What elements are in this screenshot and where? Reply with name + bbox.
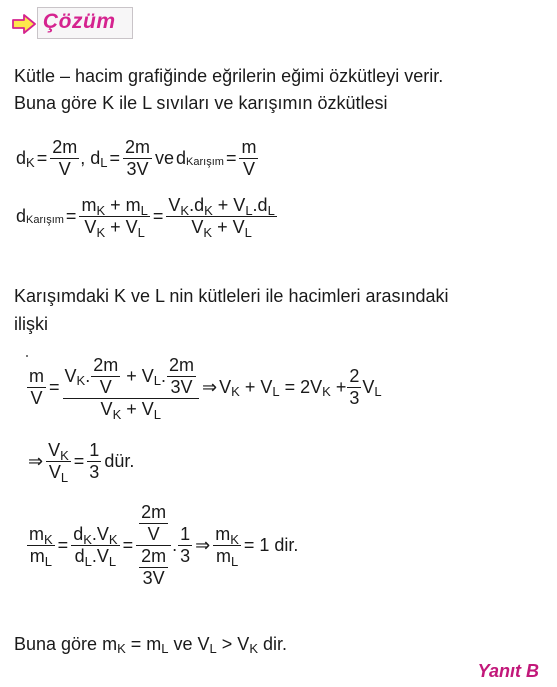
solution-title-box [37,7,133,39]
fraction: $\frac{V_K}{V_L}$ [48,440,69,485]
fraction: $\frac{2m}{V}$ [52,137,78,179]
solution-title: Çözüm [43,10,116,33]
mixture-density-equation: d Karışım = $\frac{m_K + m_L}{V_K + V_L}$ = $\frac{V_K.d_K + V_L.d_L}{V_K + V_L}$ [16,195,275,240]
fraction: $\frac{m_K}{m_L}$ [215,523,239,569]
paragraph-2-line-2: ilişki [14,314,48,334]
mass-ratio-equation: $\frac{m_K}{m_L}$ = $\frac{d_K.V_K}{d_L.V_L}$ = $\frac{\frac{2m}{V}}{\frac{2m}{3V}}$ . $\frac{1}{3}$ ⇒ $\frac{m_K}{m_L}$ = 1 dir. [29,502,299,588]
intro-line-1: Kütle – hacim grafiğinde eğrilerin eğimi özkütleyi verir. [14,66,444,86]
conclusion: Buna göre m K = m L ve V L > V K dir. [14,634,288,656]
paragraph-2-line-1: Karışımdaki K ve L nin kütleleri ile hacimleri arasındaki [14,286,449,306]
fraction: V K . $\frac{2m}{V}$ + V L . $\frac{2m}{3V}$ $V_K + V_L$ [63,356,200,419]
fraction: $\frac{m}{V}$ [29,365,44,408]
density-equation: d K = $\frac{2m}{V}$ , d L = $\frac{2m}{3V}$ ve d Karışım = $\frac{m}{V}$ [16,137,257,179]
fraction: $\frac{m_K + m_L}{V_K + V_L}$ [81,195,148,240]
compound-fraction: $\frac{\frac{2m}{V}}{\frac{2m}{3V}}$ [136,503,171,588]
right-arrow-icon [12,14,36,34]
fraction: $\frac{d_K.V_K}{d_L.V_L}$ [73,523,118,569]
intro-line-2: Buna göre K ile L sıvıları ve karışımın özkütlesi [14,93,388,113]
fraction: $\frac{m_K}{m_L}$ [29,523,53,569]
fraction: $\frac{V_K.d_K + V_L.d_L}{V_K + V_L}$ [168,195,275,240]
fraction: $\frac{2m}{3V}$ [124,137,150,179]
volume-ratio-equation: ⇒ $\frac{V_K}{V_L}$ = $\frac{1}{3}$ dür. [28,440,135,485]
mass-volume-equation: $\frac{m}{V}$ = V K . $\frac{2m}{V}$ + V L . $\frac{2m}{3V}$ $V_K + V_L$ ⇒ V K + V L = 2V K + $\frac{2}{3}$ V L [29,355,382,422]
fraction: $\frac{m}{V}$ [241,137,257,179]
fraction: $\frac{1}{3}$ [89,440,100,482]
fraction: $\frac{1}{3}$ [180,523,191,566]
answer-label: Yanıt B [477,661,539,681]
fraction: $\frac{2}{3}$ [349,365,360,408]
